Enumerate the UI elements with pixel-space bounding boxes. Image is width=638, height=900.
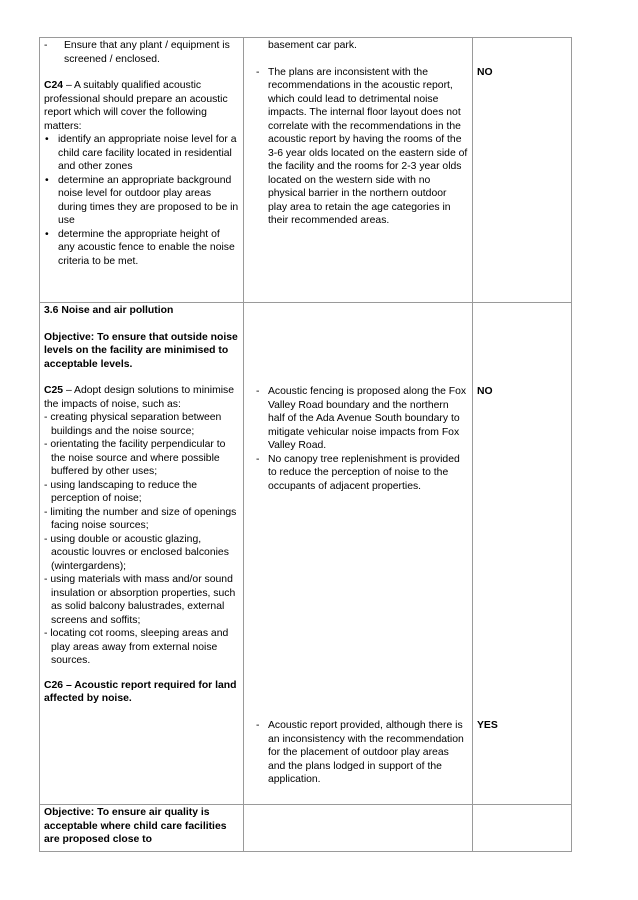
compliance-cell [473, 805, 572, 852]
list-item: - using landscaping to reduce the perception of noise; [44, 479, 198, 504]
c25-text: – Adopt design solutions to minimise the impacts of noise, such as: [44, 385, 235, 410]
objective-text: Objective: To ensure that outside noise levels on the facility are minimised to acceptable levels. [44, 331, 238, 370]
list-item: - using double or acoustic glazing, acoustic louvres or enclosed balconies (wintergardens); [44, 533, 229, 572]
list-item: - Acoustic fencing is proposed along the Fox Valley Road boundary and the northern half of the Ada Avenue South boundary to mitigate vehicular noise impacts from Fox Valley Road. [256, 385, 468, 453]
c26-compliance-status: YES [477, 720, 498, 731]
c24-text: – A suitably qualified acoustic professional should prepare an acoustic report which will cover the following matters: [44, 80, 228, 132]
list-item: - locating cot rooms, sleeping areas and play areas away from external noise sources. [44, 628, 229, 666]
control-cell [40, 303, 244, 805]
list-item: • identify an appropriate noise level for a child care facility located in residential and other zones [44, 133, 239, 174]
comment-cell [244, 303, 473, 805]
c24-paragraph [44, 79, 239, 133]
c25-compliance-status: NO [477, 386, 493, 397]
comment-cell [244, 805, 473, 852]
c24-code: C24 [44, 80, 64, 91]
compliance-status: NO [477, 67, 493, 78]
comment-continuation: basement car park. [268, 40, 357, 51]
list-item: - using materials with mass and/or sound insulation or absorption properties, such as solid balcony balustrades, external screens and soffits; [44, 574, 236, 626]
assessment-table [39, 37, 572, 852]
list-item: - No canopy tree replenishment is provided to reduce the perception of noise to the occupants of adjacent properties. [256, 453, 468, 494]
objective-text: Objective: To ensure air quality is acceptable where child care facilities are proposed close to [44, 807, 227, 845]
list-item: • determine the appropriate height of any acoustic fence to enable the noise criteria to be met. [44, 228, 239, 269]
list-item: - Acoustic report provided, although there is an inconsistency with the recommendation for the placement of outdoor play areas and the plans lodged in support of the application. [256, 719, 468, 787]
list-item: • determine an appropriate background noise level for outdoor play areas during times they are proposed to be in use [44, 174, 239, 228]
table-row-c24 [40, 38, 572, 303]
comment-cell [244, 38, 473, 303]
table-row-noise [40, 303, 572, 805]
section-heading: 3.6 Noise and air pollution [44, 305, 174, 316]
c26-text: – Acoustic report required for land affected by noise. [44, 679, 237, 704]
c26-comment-list [256, 719, 468, 787]
list-item: - orientating the facility perpendicular to the noise source and where possible buffered by other uses; [44, 439, 226, 477]
list-item: - creating physical separation between buildings and the noise source; [44, 412, 222, 437]
table-row-air-quality [40, 805, 572, 852]
c25-list [44, 411, 239, 668]
c25-comment-list [248, 385, 468, 493]
c26-paragraph [44, 679, 239, 706]
c25-code: C25 [44, 385, 64, 396]
control-cell [40, 38, 244, 303]
compliance-cell [473, 303, 572, 805]
comment-list [248, 66, 468, 228]
list-item: - limiting the number and size of openings facing noise sources; [44, 506, 237, 531]
c26-code: C26 [44, 679, 64, 691]
screen-plant-list [44, 39, 239, 66]
control-cell [40, 805, 244, 852]
c24-bullet-list [44, 133, 239, 268]
list-item: - The plans are inconsistent with the recommendations in the acoustic report, which could lead to detrimental noise impacts. The internal floor layout does not correlate with the recommendations in the acoustic report by having the rooms of the 3-6 year olds located on the eastern side of the facility and the rooms for 2-3 year olds located on the western side with no physical barrier in the northern outdoor play area to retain the age categories in their recommended areas. [256, 66, 468, 228]
compliance-cell [473, 38, 572, 303]
list-item: - Ensure that any plant / equipment is screened / enclosed. [44, 39, 239, 66]
c25-paragraph [44, 384, 239, 411]
